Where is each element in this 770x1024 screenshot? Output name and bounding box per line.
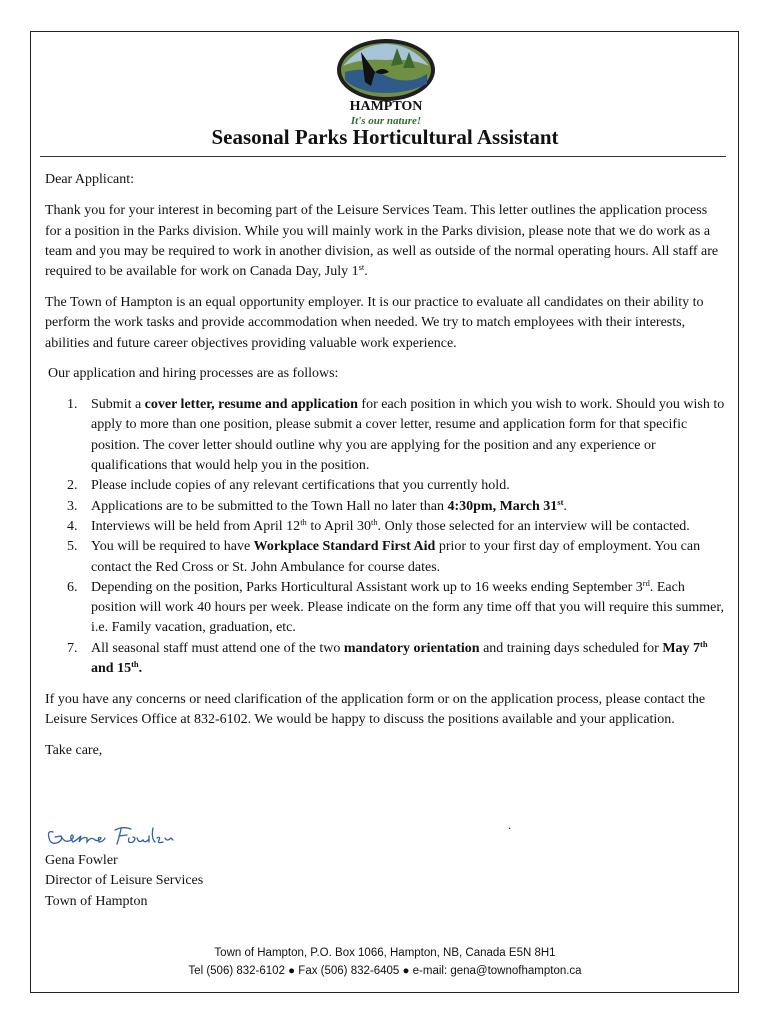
superscript: th [131,659,139,670]
date-text: . [138,661,143,677]
sign-off: Take care, [45,742,103,758]
letter-body [45,170,725,772]
paragraph-intro-end: . [364,264,368,280]
paragraph-intro-text: Thank you for your interest in becoming part of the Leisure Services Team. This letter outlines the application process for a position in the Parks division. While you will mainly work in the Parks division, please note that we do work as a team and you may be required to work in another division, as well as outside of the normal operating hours. All staff are required to be available for work on Canada Day, July 1 [45,203,719,280]
list-item [45,395,725,476]
list-item [45,476,725,496]
superscript: st [557,496,564,507]
list-text: to April 30 [306,518,371,534]
list-text: prior to your first day of employment. You can contact the Red Cross or St. John Ambulance for course dates. [91,539,701,575]
footer-contact: Tel (506) 832-6102 ● Fax (506) 832-6405 ● e-mail: gena@townofhampton.ca [188,965,582,977]
list-number: 6. [67,579,78,595]
paragraph-process-intro: Our application and hiring processes are as follows: [48,366,339,382]
list-text: All seasonal staff must attend one of the two [91,640,344,656]
superscript: th [370,516,378,527]
list-bold-text: mandatory orientation [343,640,480,656]
list-number: 3. [67,498,78,514]
list-bold-text: Workplace Standard First Aid [253,539,436,555]
paragraph-equal-opportunity: The Town of Hampton is an equal opportunity employer. It is our practice to evaluate all candidates on their ability to perform the work tasks and provide accommodation when needed. We try to match employees with their interests, abilities and future career objectives providing valuable work experience. [45,294,704,351]
list-text: for each position in which you wish to work. Should you wish to apply to more than one position, please submit a cover letter, resume and application form for that specific position. The cover letter should outline why you are applying for the position and any experience or qualifications that would help you in the position. [91,397,725,474]
list-text: Submit a [91,397,145,413]
superscript: rd [642,577,650,588]
list-number: 1. [67,397,78,413]
list-number: 7. [67,640,78,656]
list-text: . Only those selected for an interview will be contacted. [377,518,690,534]
stray-mark: . [508,818,511,832]
list-item [45,639,725,680]
list-text: Interviews will be held from April 12 [91,518,301,534]
list-bold-text: cover letter, resume and application [144,397,358,413]
title-divider [40,156,726,157]
list-text: Please include copies of any relevant certifications that you currently hold. [91,478,510,494]
superscript: th [300,516,307,527]
list-number: 5. [67,539,78,555]
list-item [45,578,725,639]
deadline-text: 4:30pm, March 31 [447,498,558,514]
list-text: Depending on the position, Parks Horticultural Assistant work up to 16 weeks ending September 3 [91,579,643,595]
paragraph-intro [45,201,725,282]
logo-tagline: It's our nature! [350,115,422,127]
date-text: and 15 [91,661,132,677]
list-text: Applications are to be submitted to the Town Hall no later than [91,498,448,514]
list-number: 4. [67,518,78,534]
list-item [45,517,725,537]
hampton-logo [331,36,441,128]
logo-name: HAMPTON [349,99,423,114]
footer [0,944,770,980]
list-item [45,497,725,517]
footer-address: Town of Hampton, P.O. Box 1066, Hampton, NB, Canada E5N 8H1 [214,947,556,959]
list-item [45,537,725,578]
signer-organization: Town of Hampton [45,893,148,909]
superscript: th [700,638,708,649]
list-text: . Each position will work 40 hours per week. Please indicate on the form any time off that you will require this summer, i.e. Family vacation, graduation, etc. [91,579,724,636]
list-bold-text [447,496,564,514]
process-steps-list [45,395,725,679]
superscript: st [358,262,365,273]
page-title: Seasonal Parks Horticultural Assistant [211,125,559,149]
greeting: Dear Applicant: [45,172,135,187]
signer-block [45,851,203,912]
handwritten-signature [45,820,185,854]
paragraph-contact: If you have any concerns or need clarification of the application form or on the application process, please contact the Leisure Services Office at 832-6102. We would be happy to discuss the positions available and your application. [45,691,706,728]
list-text: You will be required to have [91,539,254,555]
list-text: and training days scheduled for [479,640,663,656]
signer-name: Gena Fowler [45,853,118,868]
date-text: May 7 [662,640,701,656]
list-number: 2. [67,478,78,494]
list-text: . [563,498,567,514]
signer-title: Director of Leisure Services [45,873,204,889]
